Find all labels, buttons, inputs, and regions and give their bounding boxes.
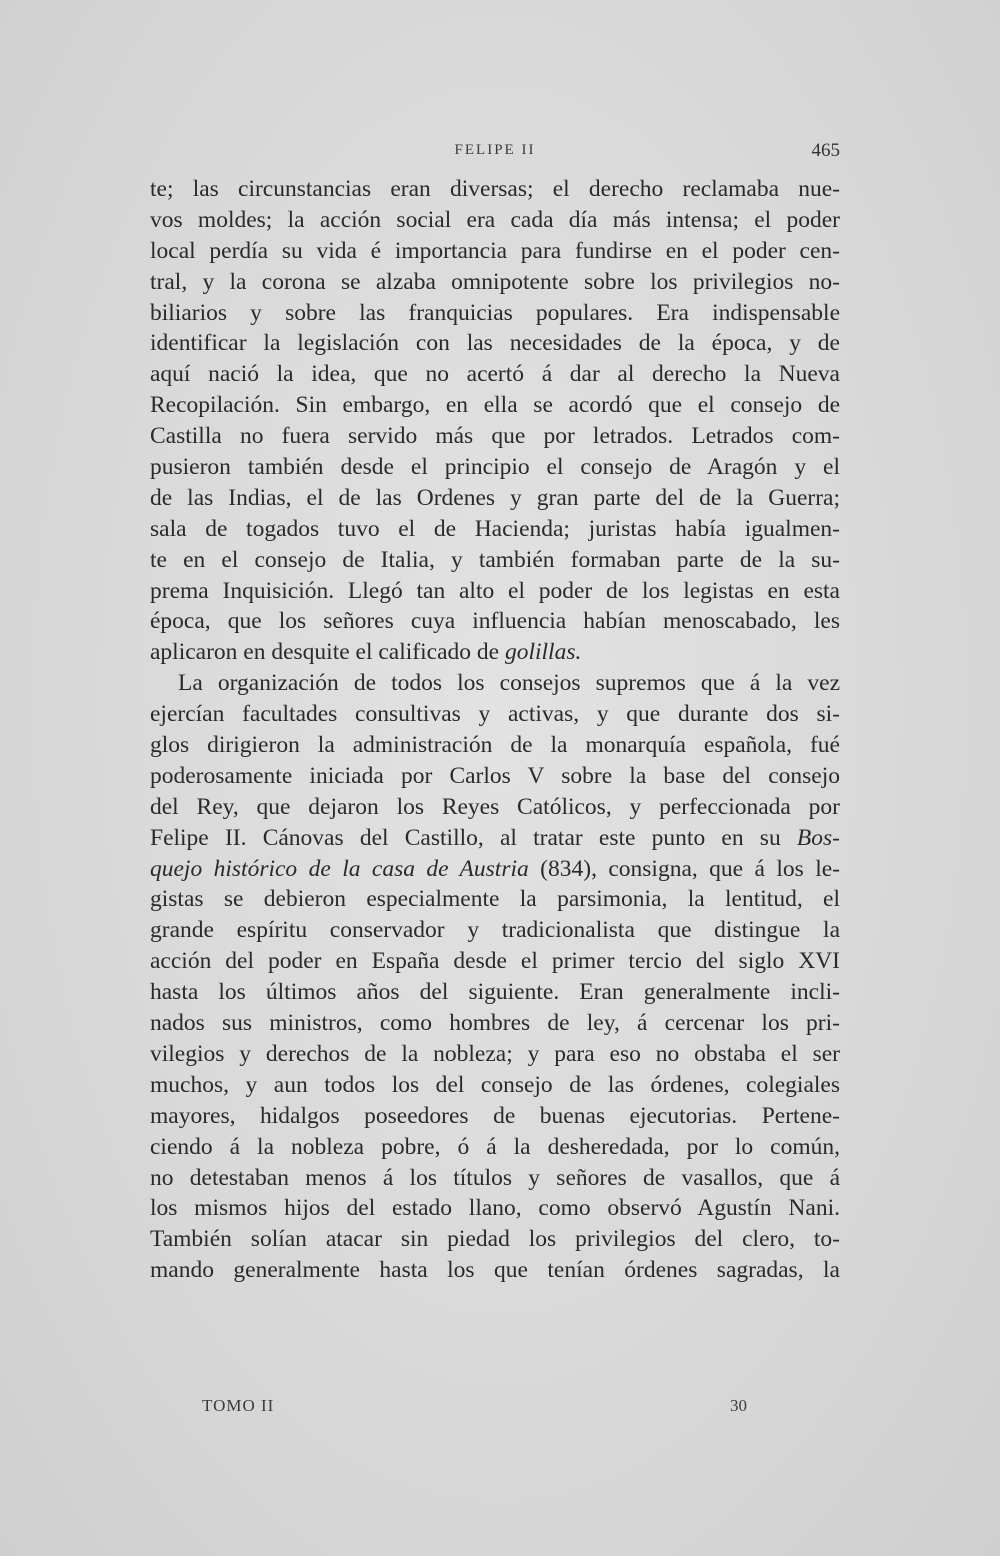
text-line: biliarios y sobre las franquicias populares. Era indispensable (150, 299, 840, 326)
text-line: no detestaban menos á los títulos y señores de vasallos, que á (150, 1164, 840, 1191)
text-line: ciendo á la nobleza pobre, ó á la desheredada, por lo común, (150, 1133, 840, 1160)
text-line: te; las circunstancias eran diversas; el derecho reclamaba nue- (150, 176, 840, 202)
text-line: te en el consejo de Italia, y también formaban parte de la su- (150, 546, 840, 573)
italic-book-title-end: quejo histórico de la casa de Austria (150, 855, 529, 882)
text-line: Recopilación. Sin embargo, en ella se acordó que el consejo de (150, 392, 840, 419)
text-line: del Rey, que dejaron los Reyes Católicos, y perfeccionada por (150, 793, 840, 820)
text-line: mando generalmente hasta los que tenían órdenes sagradas, la (150, 1257, 840, 1284)
text-segment: aplicaron en desquite el calificado de (150, 639, 505, 666)
body-text (150, 174, 840, 1286)
text-line: También solían atacar sin piedad los privilegios del clero, to- (150, 1226, 840, 1253)
text-line: identificar la legislación con las necesidades de la época, y de (150, 330, 840, 357)
text-line: prema Inquisición. Llegó tan alto el poder de los legistas en esta (150, 577, 840, 604)
text-line: época, que los señores cuya influencia habían menoscabado, les (150, 608, 840, 635)
text-line: vilegios y derechos de la nobleza; y para eso no obstaba el ser (150, 1040, 840, 1067)
text-segment: Felipe II. Cánovas del Castillo, al tratar este punto en su (150, 824, 797, 851)
page-footer (150, 1396, 840, 1426)
text-line: poderosamente iniciada por Carlos V sobre la base del consejo (150, 762, 840, 789)
text-line-paragraph-end (150, 637, 840, 668)
text-line: vos moldes; la acción social era cada día más intensa; el poder (150, 206, 840, 233)
text-segment: (834), consigna, que á los le- (528, 855, 840, 882)
text-line: hasta los últimos años del siguiente. Eran generalmente incli- (150, 979, 840, 1006)
page-number: 465 (811, 140, 840, 161)
text-line: aquí nació la idea, que no acertó á dar al derecho la Nueva (150, 361, 840, 388)
text-line (150, 823, 840, 854)
signature-mark: 30 (730, 1396, 747, 1415)
text-line: de las Indias, el de las Ordenes y gran parte del de la Guerra; (150, 484, 840, 511)
running-head (150, 140, 840, 170)
text-line: sala de togados tuvo el de Hacienda; juristas había igualmen- (150, 515, 840, 542)
italic-book-title-start: Bos- (796, 824, 840, 851)
text-line (150, 854, 840, 885)
text-line: mayores, hidalgos poseedores de buenas ejecutorias. Pertene- (150, 1102, 840, 1129)
running-title: FELIPE II (454, 142, 536, 158)
volume-label: TOMO II (202, 1396, 275, 1415)
text-line-paragraph-start: La organización de todos los consejos supremos que á la vez (178, 670, 840, 697)
text-line: local perdía su vida é importancia para fundirse en el poder cen- (150, 237, 840, 264)
text-line: ejercían facultades consultivas y activas, y que durante dos si- (150, 701, 840, 728)
text-line: glos dirigieron la administración de la monarquía española, fué (150, 732, 840, 759)
text-line: pusieron también desde el principio el consejo de Aragón y el (150, 454, 840, 481)
text-line: Castilla no fuera servido más que por letrados. Letrados com- (150, 423, 840, 450)
text-line: gistas se debieron especialmente la parsimonia, la lentitud, el (150, 886, 840, 913)
text-line: nados sus ministros, como hombres de ley, á cercenar los pri- (150, 1010, 840, 1037)
text-line: acción del poder en España desde el primer tercio del siglo XVI (150, 948, 840, 975)
text-line: tral, y la corona se alzaba omnipotente sobre los privilegios no- (150, 268, 840, 295)
text-line: grande espíritu conservador y tradicionalista que distingue la (150, 917, 840, 944)
italic-term-golillas: golillas. (504, 639, 582, 666)
text-line: muchos, y aun todos los del consejo de las órdenes, colegiales (150, 1071, 840, 1098)
text-line: los mismos hijos del estado llano, como observó Agustín Nani. (150, 1195, 840, 1222)
